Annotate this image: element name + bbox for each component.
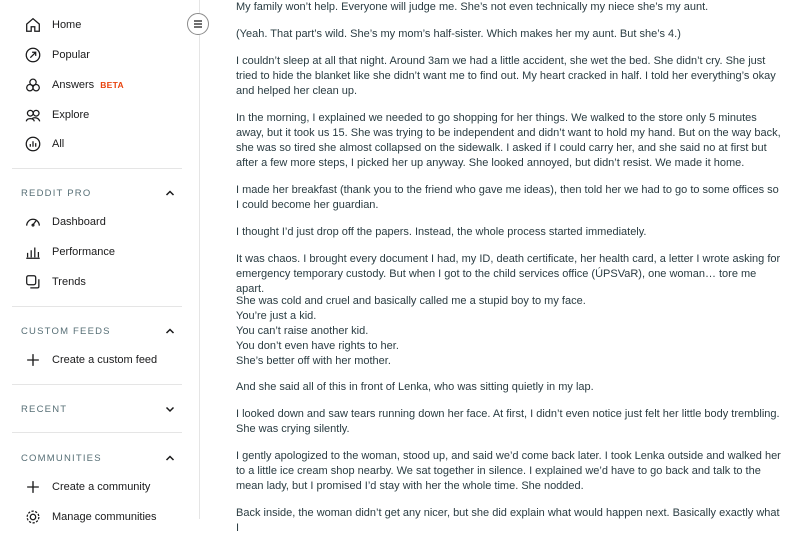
sidebar-item-label: Manage communities: [52, 511, 157, 523]
sidebar-item-label: Create a community: [52, 481, 151, 493]
trends-icon: [24, 273, 42, 291]
sidebar-item-dashboard[interactable]: [12, 208, 180, 236]
sidebar-item-answers[interactable]: [12, 71, 180, 99]
section-header-communities[interactable]: [21, 450, 176, 466]
post-paragraph: My family won’t help. Everyone will judge me. She’s not even technically my niece she’s my aunt.: [236, 1, 709, 13]
post-paragraph: (Yeah. That part’s wild. She’s my mom’s half-sister. Which makes her my aunt. But she’s 4.): [236, 28, 681, 40]
section-title: REDDIT PRO: [21, 187, 92, 199]
sidebar-item-label: Create a custom feed: [52, 354, 158, 366]
sidebar-item-label: Performance: [52, 246, 115, 258]
left-sidebar: [0, 0, 200, 523]
dashboard-icon: [24, 213, 42, 231]
all-icon: [24, 135, 42, 153]
post-paragraph: It was chaos. I brought every document I had, my ID, death certificate, her health card, a letter I wrote asking for emergency temporary custody. But when I got to the child services office (ÚPSVaR), one woman… tore me apart.: [236, 253, 781, 295]
post-paragraph: I made her breakfast (thank you to the friend who gave me ideas), then told her we had to go to some offices so I could become her guardian.: [236, 184, 779, 211]
home-icon: [24, 16, 42, 34]
sidebar-item-explore[interactable]: [12, 101, 180, 129]
answers-icon: [24, 76, 42, 94]
chevron-up-icon: [164, 452, 176, 464]
post-paragraph: She was cold and cruel and basically called me a stupid boy to my face. You’re just a kid. You can’t raise another kid. You don’t even have rights to her. She’s better off with her mother.: [236, 295, 586, 367]
gear-icon: [24, 508, 42, 526]
sidebar-item-label: Dashboard: [52, 216, 106, 228]
section-header-reddit-pro[interactable]: [21, 185, 176, 201]
sidebar-divider: [12, 168, 182, 169]
post-paragraph: I gently apologized to the woman, stood up, and said we’d come back later. I took Lenka outside and walked her to a little ice cream shop nearby. We sat together in silence. I explained we’d have to go back and talk to the mean lady, but I promised I’d stay with her the whole time. She nodded.: [236, 450, 781, 492]
chevron-up-icon: [164, 187, 176, 199]
sidebar-item-label: Popular: [52, 49, 90, 61]
sidebar-item-label: Trends: [52, 276, 86, 288]
section-header-recent[interactable]: [21, 401, 176, 417]
sidebar-item-all[interactable]: [12, 130, 180, 158]
popular-icon: [24, 46, 42, 64]
sidebar-item-label: All: [52, 138, 65, 150]
sidebar-divider: [12, 432, 182, 433]
post-body: [236, 0, 782, 534]
sidebar-divider: [12, 384, 182, 385]
performance-icon: [24, 243, 42, 261]
chevron-down-icon: [164, 403, 176, 415]
sidebar-item-label: Home: [52, 19, 82, 31]
sidebar-item-trends[interactable]: [12, 268, 180, 296]
section-title: CUSTOM FEEDS: [21, 325, 111, 337]
sidebar-item-home[interactable]: [12, 11, 180, 39]
post-paragraph: In the morning, I explained we needed to go shopping for her things. We walked to the store only 5 minutes away, but it took us 15. She was trying to be independent and didn’t want to hold my hand. But on the way back, she was so tired she almost collapsed on the sidewalk. I asked if I could carry her, and she said no at first but after a few more steps, I picked her up anyway. She looked annoyed, but didn’t resist. We made it home.: [236, 112, 781, 169]
post-paragraph: And she said all of this in front of Lenka, who was sitting quietly in my lap.: [236, 381, 594, 393]
chevron-up-icon: [164, 325, 176, 337]
post-paragraph: I couldn’t sleep at all that night. Around 3am we had a little accident, she wet the bed. She didn’t cry. She just tried to hide the blanket like she didn’t want me to find out. My heart cracked in half. I told her everything’s okay and helped her clean up.: [236, 55, 776, 97]
plus-icon: [24, 478, 42, 496]
explore-icon: [24, 106, 42, 124]
menu-icon: [192, 18, 204, 30]
create-community-button[interactable]: [12, 473, 180, 501]
collapse-sidebar-button[interactable]: [187, 13, 209, 35]
manage-communities-button[interactable]: [12, 503, 180, 531]
sidebar-item-popular[interactable]: [12, 41, 180, 69]
sidebar-item-label: Answers: [52, 79, 95, 91]
sidebar-item-label: Explore: [52, 109, 90, 121]
post-paragraph: Back inside, the woman didn’t get any nicer, but she did explain what would happen next. Basically exactly what I: [236, 507, 780, 534]
create-custom-feed-button[interactable]: [12, 346, 180, 374]
post-paragraph: I thought I’d just drop off the papers. Instead, the whole process started immediately.: [236, 226, 647, 238]
section-title: COMMUNITIES: [21, 452, 102, 464]
post-paragraph: I looked down and saw tears running down her face. At first, I didn’t even notice just felt her little body trembling. She was crying silently.: [236, 408, 780, 435]
sidebar-item-performance[interactable]: [12, 238, 180, 266]
plus-icon: [24, 351, 42, 369]
section-title: RECENT: [21, 403, 68, 415]
sidebar-divider: [12, 306, 182, 307]
beta-badge: BETA: [100, 80, 124, 90]
section-header-custom-feeds[interactable]: [21, 323, 176, 339]
